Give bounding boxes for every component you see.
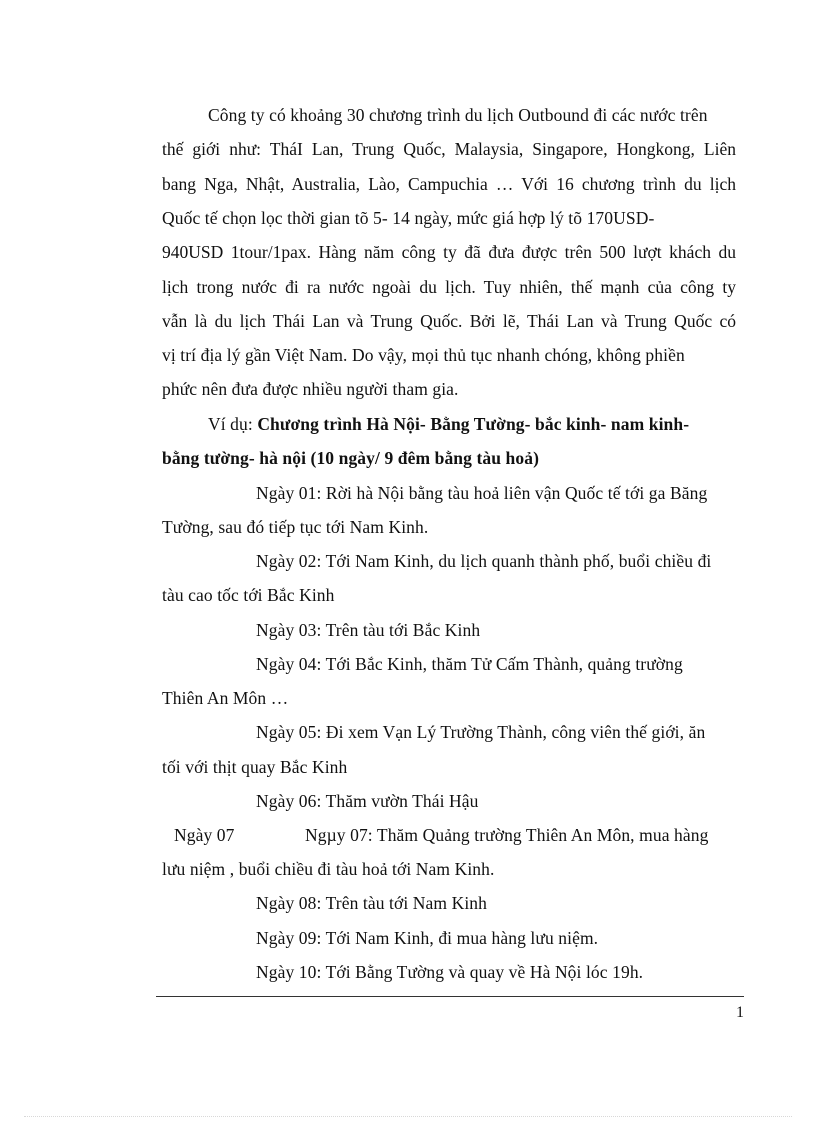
paragraph-line: Quốc tế chọn lọc thời gian tõ 5- 14 ngày, mức giá hợp lý tõ 170USD- <box>162 208 655 228</box>
itinerary-day-07: Ngµy 07: Thăm Quảng trường Thiên An Môn, mua hàng <box>305 825 709 845</box>
itinerary-day-02-continued: tàu cao tốc tới Bắc Kinh <box>162 585 335 605</box>
example-program-title: Chương trình Hà Nội- Bằng Tường- bắc kinh- nam kinh- <box>257 414 690 434</box>
itinerary-day-06: Ngày 06: Thăm vườn Thái Hậu <box>256 791 479 811</box>
itinerary-day-08: Ngày 08: Trên tàu tới Nam Kinh <box>256 893 487 913</box>
paragraph-line: lịch trong nước đi ra nước ngoài du lịch. Tuy nhiên, thế mạnh của công ty <box>162 277 736 297</box>
example-program-title-continued: bằng tường- hà nội (10 ngày/ 9 đêm bằng tàu hoả) <box>162 448 540 468</box>
itinerary-day-07-continued: lưu niệm , buổi chiều đi tàu hoả tới Nam Kinh. <box>162 859 495 879</box>
example-label: Ví dụ: <box>208 414 258 434</box>
paragraph-line: vẫn là du lịch Thái Lan và Trung Quốc. Bởi lẽ, Thái Lan và Trung Quốc có <box>162 311 736 331</box>
itinerary-day-03: Ngày 03: Trên tàu tới Bắc Kinh <box>256 620 481 640</box>
itinerary-day-10: Ngày 10: Tới Bằng Tường và quay về Hà Nội lóc 19h. <box>256 962 644 982</box>
itinerary-day-05: Ngày 05: Đi xem Vạn Lý Trường Thành, công viên thế giới, ăn <box>256 722 706 742</box>
example-title-line <box>208 412 689 436</box>
itinerary-day-07-label: Ngày 07 <box>174 825 235 845</box>
itinerary-day-04: Ngày 04: Tới Bắc Kinh, thăm Tử Cấm Thành, quảng trường <box>256 654 683 674</box>
itinerary-day-05-continued: tối với thịt quay Bắc Kinh <box>162 757 348 777</box>
footer-divider <box>156 996 744 997</box>
paragraph-line: thế giới như: TháI Lan, Trung Quốc, Malaysia, Singapore, Hongkong, Liên <box>162 139 736 159</box>
paragraph-line: vị trí địa lý gần Việt Nam. Do vậy, mọi thủ tục nhanh chóng, không phiền <box>162 345 685 365</box>
paragraph-line: 940USD 1tour/1pax. Hàng năm công ty đã đưa được trên 500 lượt khách du <box>162 242 736 262</box>
itinerary-day-02: Ngày 02: Tới Nam Kinh, du lịch quanh thành phố, buổi chiều đi <box>256 551 712 571</box>
itinerary-day-01-continued: Tường, sau đó tiếp tục tới Nam Kinh. <box>162 517 429 537</box>
paragraph-line: phức nên đưa được nhiều người tham gia. <box>162 379 459 399</box>
itinerary-day-09: Ngày 09: Tới Nam Kinh, đi mua hàng lưu niệm. <box>256 928 599 948</box>
page-edge-divider <box>24 1116 792 1117</box>
itinerary-day-01: Ngày 01: Rời hà Nội bằng tàu hoả liên vận Quốc tế tới ga Băng <box>256 483 708 503</box>
paragraph-line: bang Nga, Nhật, Australia, Lào, Campuchia … Với 16 chương trình du lịch <box>162 174 736 194</box>
page-number: 1 <box>736 1004 744 1021</box>
paragraph-line: Công ty có khoảng 30 chương trình du lịch Outbound đi các nước trên <box>208 105 708 125</box>
itinerary-day-04-continued: Thiên An Môn … <box>162 688 289 708</box>
